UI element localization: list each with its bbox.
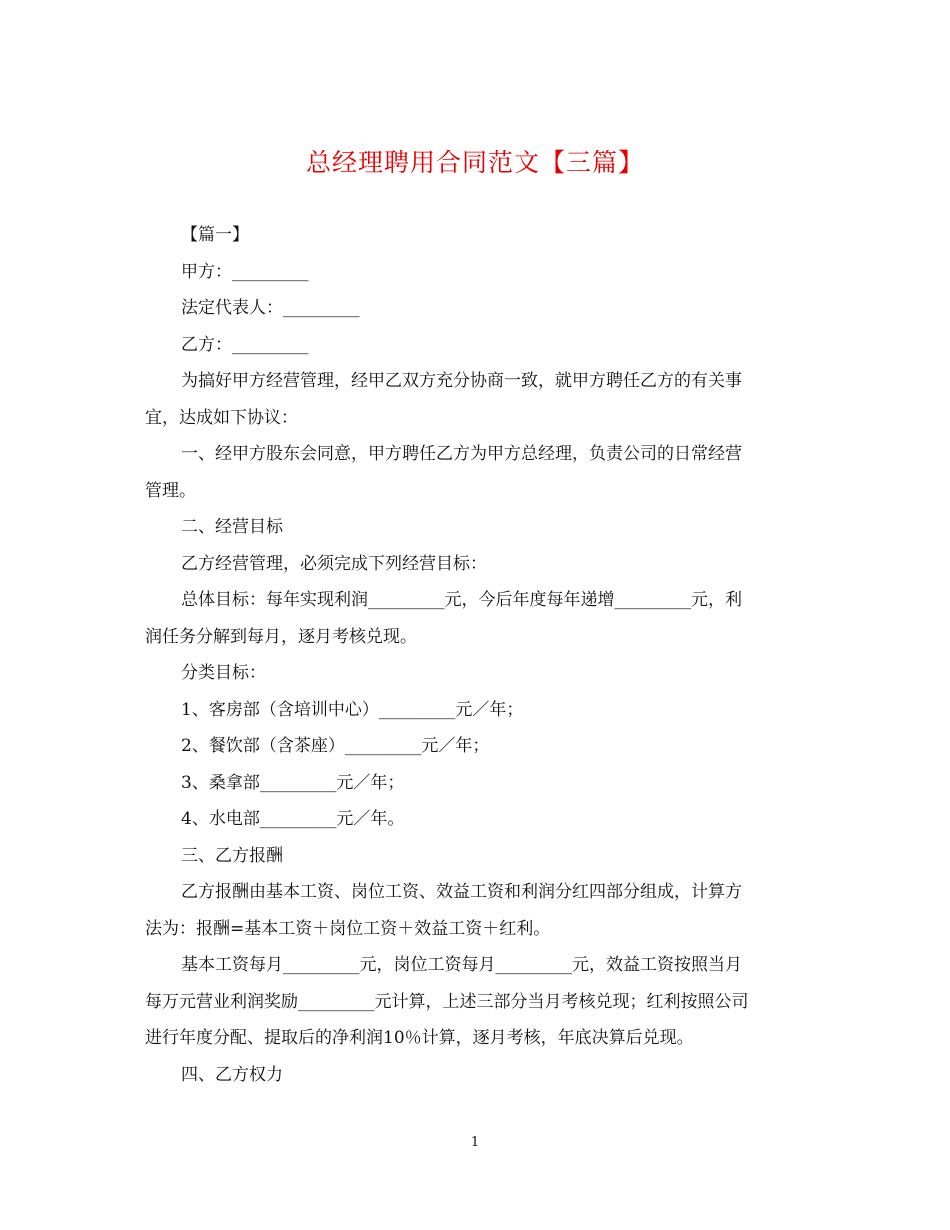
list-item: 4、水电部_________元／年。	[181, 809, 405, 829]
paragraph-line: 一、经甲方股东会同意，甲方聘任乙方为甲方总经理，负责公司的日常经营	[181, 444, 742, 464]
document-body	[145, 217, 805, 1093]
paragraph-line: 进行年度分配、提取后的净利润10％计算，逐月考核，年底决算后兑现。	[145, 1028, 694, 1048]
document-title: 总经理聘用合同范文【三篇】	[305, 148, 644, 177]
party-b-line: 乙方：_________	[181, 334, 309, 355]
legal-representative-line: 法定代表人：_________	[181, 298, 360, 318]
paragraph-line: 乙方经营管理，必须完成下列经营目标：	[181, 553, 487, 574]
paragraph-line: 乙方报酬由基本工资、岗位工资、效益工资和利润分红四部分组成，计算方	[181, 882, 742, 902]
paragraph-line: 宜，达成如下协议：	[145, 407, 298, 428]
paragraph-line: 为搞好甲方经营管理，经甲乙双方充分协商一致，就甲方聘任乙方的有关事	[181, 371, 742, 391]
paragraph-line: 分类目标：	[181, 663, 266, 683]
section-heading: 四、乙方权力	[181, 1064, 283, 1085]
paragraph-line: 基本工资每月_________元，岗位工资每月_________元，效益工资按照当月	[181, 955, 742, 975]
paragraph-line: 每万元营业利润奖励_________元计算，上述三部分当月考核兑现；红利按照公司	[145, 991, 749, 1012]
list-item: 1、客房部（含培训中心）_________元／年；	[181, 699, 524, 720]
paragraph-line: 总体目标：每年实现利润_________元，今后年度每年递增_________元，利	[181, 590, 742, 610]
paragraph-line: 管理。	[145, 480, 196, 501]
list-item: 3、桑拿部_________元／年；	[181, 772, 405, 793]
page-number: 1	[470, 1135, 480, 1150]
party-a-line: 甲方：_________	[181, 261, 309, 282]
section-heading: 三、乙方报酬	[181, 845, 283, 866]
section-heading-part-one: 【篇一】	[181, 225, 249, 245]
section-heading: 二、经营目标	[181, 517, 283, 537]
paragraph-line: 法为：报酬=基本工资＋岗位工资＋效益工资＋红利。	[145, 918, 551, 939]
list-item: 2、餐饮部（含茶座）_________元／年；	[181, 736, 490, 756]
paragraph-line: 润任务分解到每月，逐月考核兑现。	[145, 626, 417, 647]
